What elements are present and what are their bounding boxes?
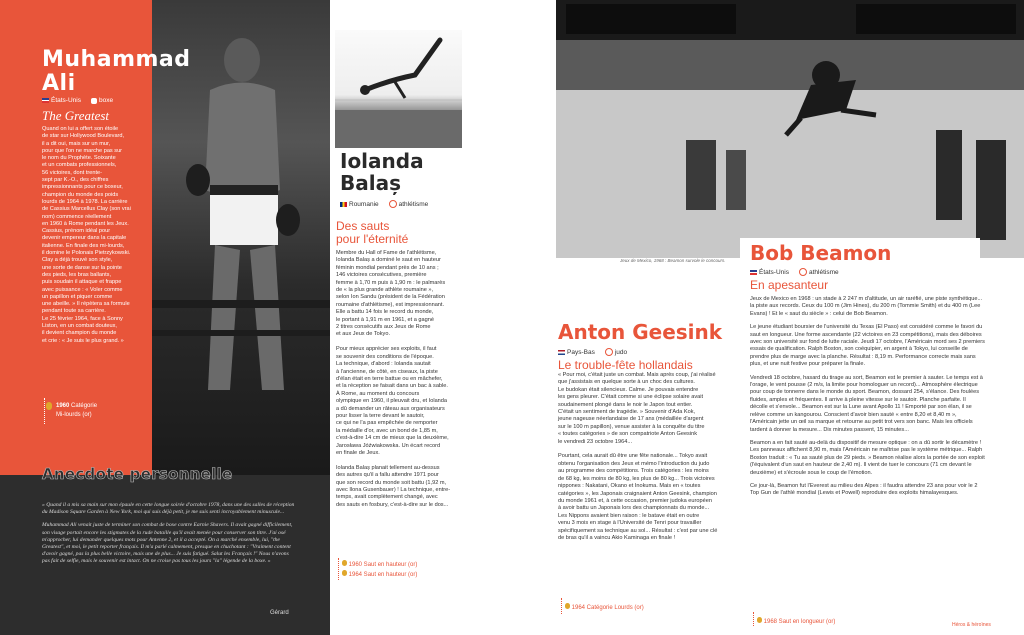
geesink-name: Anton Geesink: [558, 320, 723, 344]
text-line: et un combats professionnels,: [42, 162, 117, 169]
gold-medal-icon: [46, 402, 52, 410]
geesink-bio: [558, 372, 733, 542]
text-line: Les Nippons avaient bien raison : le batave était en outre: [558, 512, 700, 519]
text-line: une sorte de danse sur la pointe: [42, 264, 122, 271]
text-line: Clay a déjà trouvé son style,: [42, 257, 113, 264]
text-line: pendant toute sa carrière.: [42, 308, 106, 315]
text-line: [336, 457, 516, 464]
text-line: de bras qu'il a vaincu Akio Kaminaga en finale !: [558, 534, 676, 541]
geesink-medal: [565, 603, 644, 611]
text-line: a dû demander un râteau aux organisateurs: [336, 405, 445, 412]
ali-medal-year: 1960: [56, 403, 70, 409]
boxing-glove-icon: [91, 98, 97, 104]
text-line: les gens pleurer. C'était comme si une éclipse solaire avait: [558, 394, 704, 401]
text-line: il domine le Polonais Pietrzykowski.: [42, 250, 131, 257]
usa-flag-icon: [750, 270, 757, 275]
iolanda-medal-1: 1960 Saut en hauteur (or): [348, 562, 418, 568]
text-line: impressionnants pour ce boxeur,: [42, 184, 123, 191]
anecdote-paragraph: « Quand il a mis sa main sur mon épaule en cette longue soirée d'octobre 1978, dans une des salles de réception du Madison Square Garden à New York, moi qui suis déjà petit, je me suis senti incroyablement minuscule...: [42, 502, 295, 516]
text-line: lourds de 1964 à 1978. La carrière: [42, 198, 128, 205]
text-line: italienne. En finale des mi-lourds,: [42, 242, 125, 249]
text-line: « Pour moi, c'était juste un combat. Mais après coup, j'ai réalisé: [558, 372, 716, 378]
netherlands-flag-icon: [558, 350, 565, 355]
beamon-medal-divider: [753, 612, 754, 626]
text-line: C'était un sentiment de tragédie. » Souvenir d'Ada Kok,: [558, 409, 696, 416]
text-line: une abeille. » Il répètera sa formule: [42, 301, 130, 308]
text-line: Pour mieux apprécier ses exploits, il faut: [336, 346, 437, 353]
text-line: et aux Jeux de Tokyo.: [336, 331, 391, 338]
text-line: nippones : Nakatani, Okano et Inokuma. Mais en « toutes: [558, 483, 701, 490]
text-line: selon Ion Sandu (président de la Fédération: [336, 294, 445, 301]
text-line: Membre du Hall of Fame de l'athlétisme,: [336, 250, 437, 256]
text-line: à avoir battu un Japonais lors des championnats du monde...: [558, 505, 710, 512]
photo-caption: Jeux de Mexico, 1968 : Beamon survole le concours.: [620, 258, 726, 263]
text-line: que j'assistais en quelque sorte à un choc des cultures.: [558, 379, 695, 386]
text-line: sept par K.-O., des chiffres: [42, 177, 109, 184]
beamon-medal: [757, 617, 835, 625]
gold-medal-icon: [757, 617, 762, 623]
text-line: et crie : « Je suis le plus grand. »: [42, 337, 124, 344]
beamon-paragraph: Vendredi 18 octobre, hasard du tirage au sort, Beamon est le premier à sauter. Le temps est à l'orage, le vent pousse (2 m/s, la limite pour homologuer un record)... Atmosphère électrique pour coup de tonnerre dans le monde du sport. Beamon, dossard 254, s'élance. Des foulées fluides, amples et fréquentes. Il arrive à pleine vitesse sur le sautoir. Planche parfaite. Il décolle et s'envole... Beamon est sur la Lune avant Apollo 11 ! Emporté par son élan, il se relève comme un kangourou. Conscient d'avoir bien sauté « entre 8,20 et 8,40 m », l'Américain jette un œil sa marque et retourne au petit trot vers son banc. Mais les officiels tardent à donner la mesure... Dix minutes passent, 15 minutes...: [750, 374, 983, 433]
text-line: de 68 kg, les moins de 80 kg, les plus de 80 kg... Trois victoires: [558, 475, 715, 482]
text-line: à l'ancienne, de côté, en ciseaux, la piste: [336, 368, 438, 375]
geesink-sport: judo: [614, 348, 628, 356]
text-line: Iolanda Balaș planait tellement au-dessus: [336, 464, 440, 471]
text-line: À Rome, au moment du concours: [336, 390, 420, 397]
text-line: le portant à 1,91 m en 1961, et a gagné: [336, 316, 434, 323]
beamon-sport: athlétisme: [808, 268, 839, 276]
text-line: Iolanda Balaș a dominé le saut en hauteur: [336, 257, 441, 264]
ali-medal: [42, 402, 97, 420]
text-line: Le 25 février 1964, face à Sonny: [42, 315, 123, 322]
high-jumper-image: [335, 30, 462, 148]
anecdote-signature: Gérard: [270, 610, 289, 616]
text-line: au programme des compétitions. Trois catégories : les moins: [558, 468, 709, 475]
ali-medal-category: Mi-lourds (or): [56, 412, 92, 418]
text-line: roumaine d'athlétisme), est impressionnant.: [336, 301, 445, 308]
iolanda-medal-divider: [338, 558, 339, 580]
anecdote-text: [42, 502, 297, 572]
usa-flag-icon: [42, 98, 49, 103]
text-line: obtenu l'organisation des Jeux et mémo l'introduction du judo: [558, 460, 710, 467]
geesink-country: Pays-Bas: [567, 348, 595, 356]
beamon-bio: [750, 296, 985, 504]
text-line: venu 3 mois en stage à l'Université de Tenri pour travailler: [558, 520, 702, 527]
text-line: femme à 1,70 m puis à 1,90 m : le palmarès: [336, 279, 446, 286]
text-line: se souvenir des conditions de l'époque.: [336, 353, 434, 360]
beamon-subtitle: En apesanteur: [750, 278, 829, 292]
text-line: 146 victoires consécutives, première: [336, 272, 427, 279]
text-line: Elle a battu 14 fois le record du monde,: [336, 309, 434, 316]
gold-medal-icon: [342, 570, 347, 576]
text-line: le nom du Prophète. Soixante: [42, 155, 116, 162]
text-line: d'élan était en terre battue ou en mâchefer,: [336, 375, 443, 382]
gold-medal-icon: [342, 560, 347, 566]
ali-nickname: The Greatest: [42, 108, 110, 123]
text-line: des sauts en fosbury, c'est-à-dire sur le dos...: [336, 501, 449, 508]
text-line: ce qui ne l'a pas empêchée de remporter: [336, 420, 438, 427]
iolanda-subtitle-line2: pour l'éternité: [336, 232, 409, 246]
beamon-paragraph: Ce jour-là, Beamon fut l'Everest au milieu des Alpes : il faudra attendre 23 ans pour voir le 2 Top Gun de l'athlé mondial (Lewis et Powell) reproduire des exploits himalayesques.: [750, 482, 978, 497]
ali-name-line2: Ali: [42, 71, 76, 96]
iolanda-sport: athlétisme: [398, 200, 429, 208]
text-line: temps, avait complètement changé, avec: [336, 494, 438, 501]
text-line: il devient champion du monde: [42, 330, 117, 337]
iolanda-bio: [336, 250, 516, 509]
text-line: en 1960 à Rome pendant les Jeux.: [42, 220, 129, 227]
text-line: sur le 100 m papillon), venue assister à la conquête du titre: [558, 423, 705, 430]
text-line: Liston, en un combat douteux,: [42, 323, 117, 330]
ali-bio: [42, 126, 177, 345]
text-line: spécifiquement sa technique au sol... Résultat : c'est par une clé: [558, 527, 718, 534]
ring-rope: [152, 330, 330, 336]
geesink-subtitle: Le trouble-fête hollandais: [558, 358, 693, 372]
ring-rope: [152, 300, 330, 308]
iolanda-name: [340, 150, 424, 194]
ali-sport: boxe: [98, 97, 114, 104]
text-line: un papillon et piquer comme: [42, 293, 113, 300]
text-line: olympique en 1960, il pleuvait dru, et Iolanda: [336, 398, 448, 405]
text-line: Pourtant, cela aurait dû être une fête nationale... Tokyo avait: [558, 453, 708, 460]
text-line: la médaille d'or, avec un bond de 1,85 m,: [336, 427, 438, 434]
text-line: des autres qu'il a fallu attendre 1971 pour: [336, 472, 439, 479]
text-line: des pieds, les bras ballants,: [42, 271, 112, 278]
text-line: Le budokan était silencieux. Calme. Je pouvais entendre: [558, 386, 699, 393]
romania-flag-icon: [340, 202, 347, 207]
text-line: 56 victoires, dont trente-: [42, 169, 103, 176]
beamon-paragraph: Le jeune étudiant boursier de l'université du Texas (El Paso) est considéré comme le favori du saut en longueur. Une forme ascendante (22 victoires en 23 compétitions), mais des déboires avec son université sur fond de lutte raciale. Jeudi 17 octobre, l'Américain mord ses 2 premiers essais de qualification. Ralph Boston, son coéquipier, en argent à Tokyo, lui conseille de prendre plus de marge avec la planche. Résultat : 8,19 m. Performance correcte mais sans plus, et une nuit festive pour préparer la finale.: [750, 324, 985, 368]
text-line: catégories », les Japonais craignaient Anton Geesink, champion: [558, 490, 717, 497]
judo-icon: [605, 348, 613, 356]
text-line: « toutes catégories » de son compatriote Anton Geesink: [558, 431, 697, 438]
beamon-country: États-Unis: [759, 268, 789, 276]
text-line: de « la plus grande athlète roumaine »,: [336, 287, 434, 294]
iolanda-name-line1: Iolanda: [340, 149, 424, 173]
text-line: avec puissance : « Voler comme: [42, 286, 123, 293]
beamon-paragraph: Beamon a en fait sauté au-delà du dispositif de mesure optique : on a dû sortir le décamètre ! Les panneaux affichent 8,90 m, mais l'Américain ne maîtrise pas le système métrique... Ralph Boston traduit : « Tu as sauté plus de 29 pieds. » Beamon réalise alors la portée de son exploit (l'équivalent d'un saut en hauteur de 2,40 m). Il vient de tuer le concours (71 cm devant le deuxième) et s'écroule sous le coup de l'émotion.: [750, 439, 985, 476]
text-line: pour lisser la terre devant le sautoir,: [336, 412, 425, 419]
text-line: de star sur Hollywood Boulevard,: [42, 133, 125, 140]
beamon-medal-text: 1968 Saut en longueur (or): [763, 619, 836, 625]
iolanda-country: Roumanie: [349, 200, 379, 208]
text-line: jeune nageuse néerlandaise de 17 ans (médaillée d'argent: [558, 416, 704, 423]
ali-name-line1: Muhammad: [42, 47, 191, 72]
geesink-medal-divider: [561, 598, 562, 614]
text-line: Quand on lui a offert son étoile: [42, 126, 119, 132]
runner-icon: [389, 200, 397, 208]
text-line: que son record du monde soit battu (1,92 m,: [336, 479, 447, 486]
page-footer: Héros & héroïnes: [952, 622, 991, 628]
text-line: puis soudain il attaque et frappe: [42, 279, 122, 286]
geesink-meta: [558, 348, 627, 356]
beamon-name: Bob Beamon: [750, 241, 892, 265]
text-line: devenir empereur dans la capitale: [42, 235, 127, 242]
text-line: [336, 339, 516, 346]
beamon-paragraph: Jeux de Mexico en 1968 : un stade à 2 247 m d'altitude, un air raréfié, une piste synthétique... la piste aux records. Ceux du 100 m (Jim Hines), du 200 m (Tommie Smith) et du 400 m (Lee Evans) ! Et le « saut du siècle » : celui de Bob Beamon.: [750, 296, 983, 317]
text-line: La technique, d'abord : Iolanda sautait: [336, 361, 431, 368]
text-line: Cassius, prénom idéal pour: [42, 228, 111, 235]
gold-medal-icon: [565, 603, 570, 609]
text-line: champion du monde des poids: [42, 191, 119, 198]
anecdote-title: Anecdote personnelle: [42, 465, 233, 483]
text-line: en finale de Jeux.: [336, 449, 380, 456]
iolanda-medal-2: 1964 Saut en hauteur (or): [348, 572, 418, 578]
text-line: féminin mondial pendant près de 10 ans ;: [336, 264, 439, 271]
text-line: 2 titres consécutifs aux Jeux de Rome: [336, 324, 431, 331]
geesink-medal-text: 1964 Catégorie Lourds (or): [571, 605, 644, 611]
text-line: du monde 1961 et, à cette occasion, premier judoka européen: [558, 497, 712, 504]
iolanda-meta: [340, 200, 428, 208]
ali-country: États-Unis: [51, 97, 81, 104]
ali-meta: [42, 97, 113, 104]
text-line: pour que l'on ne marche pas sur: [42, 147, 123, 154]
iolanda-subtitle: [336, 220, 408, 246]
text-line: c'est-à-dire 14 cm de mieux que la deuxième,: [336, 435, 449, 442]
anecdote-paragraph: Muhammad Ali venait juste de terminer son combat de boxe contre Earnie Shavers. Il avait gagné difficilement, son visage portait encore les stigmates de la rude bataille qu'il avait menée pour conserver son titre. J'ai osé m'approcher, lui demander quelques mots pour Antenne 2, et il a accepté. On a marché ensemble, lui, "the Greatest", et moi, le petit reporter français. Il m'a parlé calmement, presque en chuchotant : "Vraiment content d'avoir gagné, pas la plus belle victoire, mais une de plus... Je suis fatigué. Salut les Français !" Nous n'avons pas fait de selfie, mais le souvenir est intact. On ne croise pas tous les jours "la" légende de la boxe. »: [42, 522, 293, 565]
iolanda-medals: [342, 560, 417, 580]
runner-icon: [799, 268, 807, 276]
beamon-photo: [556, 0, 1024, 258]
ali-name: [42, 48, 191, 96]
iolanda-photo: [335, 30, 462, 148]
ali-medal-text: Catégorie: [71, 403, 98, 409]
text-line: et la réception se faisait dans un bac à sable.: [336, 383, 448, 390]
iolanda-subtitle-line1: Des sauts: [336, 219, 390, 233]
text-line: il a dit oui, mais sur un mur,: [42, 140, 111, 147]
text-line: Jarosława Jóźwiakowska. Un écart record: [336, 442, 441, 449]
text-line: avec Ilona Gusenbauer) ! La technique, entre-: [336, 487, 451, 493]
text-line: le vendredi 23 octobre 1964...: [558, 438, 633, 445]
text-line: soudainement plongé dans le noir le Japon tout entier.: [558, 401, 693, 408]
long-jump-scene-image: [556, 0, 1024, 258]
text-line: de Cassius Marcellus Clay (son vrai: [42, 206, 131, 213]
text-line: [558, 446, 733, 453]
boxer-figure-image: [180, 20, 300, 400]
iolanda-name-line2: Balaș: [340, 171, 401, 195]
beamon-meta: [750, 268, 839, 276]
text-line: nom) commence réellement: [42, 213, 112, 220]
